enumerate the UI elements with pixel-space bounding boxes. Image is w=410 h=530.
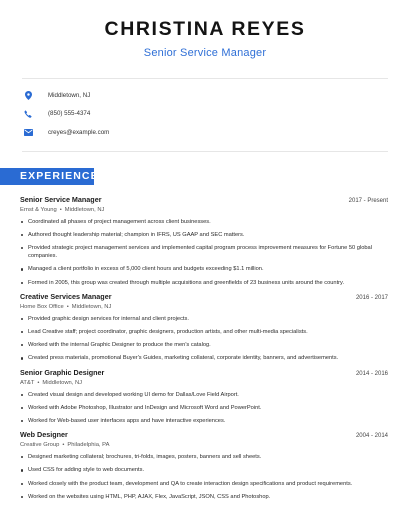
job-company: Home Box Office xyxy=(20,303,64,310)
job-entry xyxy=(20,368,388,426)
job-location: Middletown, NJ xyxy=(71,303,112,310)
job-location: Middletown, NJ xyxy=(42,379,83,386)
bullet-item: Worked closely with the product team, development and QA to create interaction design specifications and product requirements. xyxy=(20,480,388,488)
contact-location-text: Middletown, NJ xyxy=(48,91,91,99)
job-dates: 2014 - 2016 xyxy=(355,370,388,377)
contact-phone-text: (850) 555-4374 xyxy=(48,110,91,118)
bullet-item: Lead Creative staff; project coordinator, graphic designers, production artists, and other multi-media specialists. xyxy=(20,328,388,336)
envelope-icon xyxy=(23,127,33,137)
job-entry xyxy=(20,292,388,363)
job-company-line xyxy=(20,380,388,386)
bullet-item: Worked with the internal Graphic Designer to produce the men's catalog. xyxy=(20,341,388,349)
contact-phone xyxy=(22,105,388,124)
bullet-item: Created press materials, promotional Buyer's Guides, marketing collateral, corporate identity, banners, and advertisements. xyxy=(20,354,388,362)
job-bullets xyxy=(20,453,388,501)
experience-heading: EXPERIENCE xyxy=(0,168,94,185)
experience-section xyxy=(0,185,410,501)
separator-dot: • xyxy=(37,379,40,386)
separator-dot: • xyxy=(66,303,69,310)
contact-location xyxy=(22,86,388,105)
job-company-line xyxy=(20,442,388,448)
job-company-line xyxy=(20,304,388,310)
contact-block xyxy=(22,78,388,152)
job-bullets xyxy=(20,218,388,287)
job-bullets xyxy=(20,391,388,426)
job-title: Senior Service Manager xyxy=(20,194,102,204)
bullet-item: Worked on the websites using HTML, PHP, AJAX, Flex, JavaScript, JSON, CSS and Photoshop. xyxy=(20,493,388,501)
bullet-item: Provided strategic project management services and implemented capital program process improvement measures for Fortune 50 global companies. xyxy=(20,244,388,260)
job-location: Middletown, NJ xyxy=(64,206,105,213)
bullet-item: Authored thought leadership material; champion in IFRS, US GAAP and SEC matters. xyxy=(20,231,388,239)
job-company: Ernst & Young xyxy=(20,206,57,213)
contact-email-text: creyes@example.com xyxy=(48,128,110,136)
bullet-item: Worked for Web-based user interfaces apps and have interactive experiences. xyxy=(20,417,388,425)
job-title: Senior Graphic Designer xyxy=(20,367,105,377)
bullet-item: Managed a client portfolio in excess of 5,000 client hours and budgets exceeding $1.1 million. xyxy=(20,265,388,273)
bullet-item: Formed in 2005, this group was created through multiple acquisitions and greenfields of 23 business units around the country. xyxy=(20,279,388,287)
job-title: Web Designer xyxy=(20,430,68,440)
separator-dot: • xyxy=(62,442,65,449)
separator-dot: • xyxy=(59,206,62,213)
resume-header xyxy=(0,0,410,59)
job-dates: 2016 - 2017 xyxy=(355,294,388,301)
job-company-line xyxy=(20,207,388,213)
job-entry xyxy=(20,195,388,287)
job-entry xyxy=(20,430,388,501)
bullet-item: Created visual design and developed working UI demo for Dallas/Love Field Airport. xyxy=(20,391,388,399)
bullet-item: Coordinated all phases of project management across client businesses. xyxy=(20,218,388,226)
job-company: AT&T xyxy=(20,379,35,386)
bullet-item: Designed marketing collateral; brochures, tri-folds, images, posters, banners and sell sheets. xyxy=(20,453,388,461)
job-bullets xyxy=(20,315,388,363)
job-dates: 2004 - 2014 xyxy=(355,433,388,440)
candidate-title: Senior Service Manager xyxy=(143,47,267,59)
contact-email xyxy=(22,123,388,142)
job-company: Creative Group xyxy=(20,442,60,449)
candidate-name: CHRISTINA REYES xyxy=(104,18,306,40)
job-title: Creative Services Manager xyxy=(20,291,112,301)
bullet-item: Provided graphic design services for internal and client projects. xyxy=(20,315,388,323)
bullet-item: Used CSS for adding style to web documents. xyxy=(20,466,388,474)
job-dates: 2017 - Present xyxy=(348,197,388,204)
location-pin-icon xyxy=(23,90,33,100)
bullet-item: Worked with Adobe Photoshop, Illustrator and InDesign and Microsoft Word and PowerPoint. xyxy=(20,404,388,412)
phone-icon xyxy=(23,109,33,119)
job-location: Philadelphia, PA xyxy=(67,442,110,449)
